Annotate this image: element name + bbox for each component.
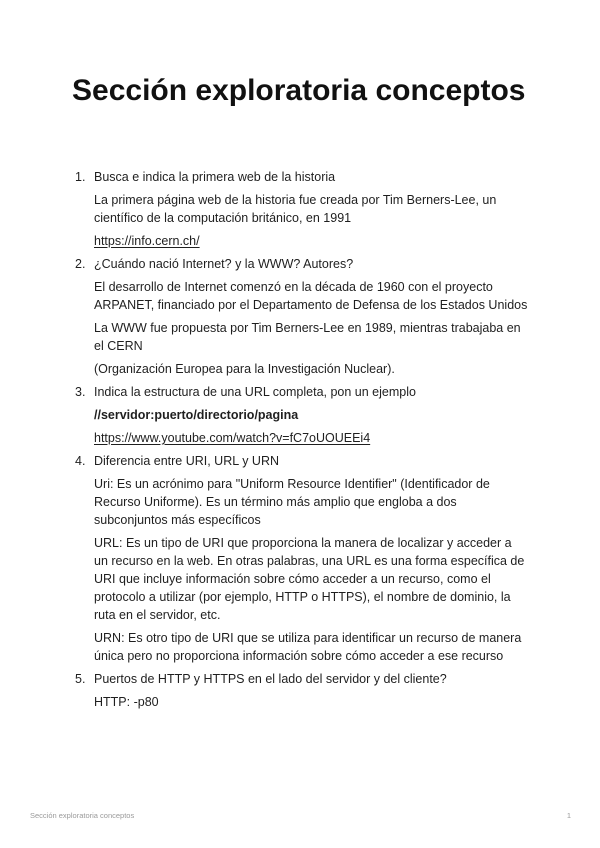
list-item-1 (72, 168, 528, 250)
link-paragraph (94, 429, 528, 447)
list-item-2 (72, 255, 528, 378)
answer-paragraph: HTTP: -p80 (94, 695, 159, 709)
question-list (72, 168, 528, 711)
item-number: 1. (75, 170, 86, 184)
page-title: Sección exploratoria conceptos (72, 74, 526, 107)
cern-link[interactable]: https://info.cern.ch/ (94, 234, 200, 248)
question-text: Diferencia entre URI, URL y URN (94, 454, 280, 468)
list-item-5 (72, 670, 528, 711)
answer-paragraph: URN: Es otro tipo de URI que se utiliza para identificar un recurso de manera única pero no proporciona información sobre cómo acceder a ese recurso (94, 631, 522, 663)
question-text: Indica la estructura de una URL completa, pon un ejemplo (94, 385, 416, 399)
item-number: 3. (75, 385, 86, 399)
footer-page-number: 1 (566, 811, 571, 820)
youtube-link[interactable]: https://www.youtube.com/watch?v=fC7oUOUEEi4 (94, 431, 371, 445)
document-body (72, 168, 528, 716)
item-number: 2. (75, 257, 86, 271)
answer-paragraph: (Organización Europea para la Investigación Nuclear). (94, 362, 395, 376)
answer-paragraph: Uri: Es un acrónimo para "Uniform Resource Identifier" (Identificador de Recurso Uniforme). Es un término más amplio que engloba a dos subconjuntos más específicos (94, 477, 490, 527)
question-text: Busca e indica la primera web de la historia (94, 170, 336, 184)
question-text: Puertos de HTTP y HTTPS en el lado del servidor y del cliente? (94, 672, 447, 686)
item-number: 5. (75, 672, 86, 686)
question-text: ¿Cuándo nació Internet? y la WWW? Autores? (94, 257, 354, 271)
url-structure: //servidor:puerto/directorio/pagina (94, 408, 299, 422)
footer-title: Sección exploratoria conceptos (30, 811, 135, 820)
item-number: 4. (75, 454, 86, 468)
answer-paragraph: URL: Es un tipo de URI que proporciona la manera de localizar y acceder a un recurso en la web. En otras palabras, una URL es una forma específica de URI que incluye información sobre cómo acceder a un recurso, como el protocolo a utilizar (por ejemplo, HTTP o HTTPS), el nombre de dominio, la ruta en el servidor, etc. (94, 536, 525, 622)
answer-paragraph: El desarrollo de Internet comenzó en la década de 1960 con el proyecto ARPANET, financiado por el Departamento de Defensa de los Estados Unidos (94, 280, 528, 312)
answer-paragraph: La WWW fue propuesta por Tim Berners-Lee en 1989, mientras trabajaba en el CERN (94, 321, 521, 353)
link-paragraph (94, 232, 528, 250)
list-item-3 (72, 383, 528, 447)
list-item-4 (72, 452, 528, 665)
answer-paragraph: La primera página web de la historia fue creada por Tim Berners-Lee, un científico de la computación británico, en 1991 (94, 193, 497, 225)
